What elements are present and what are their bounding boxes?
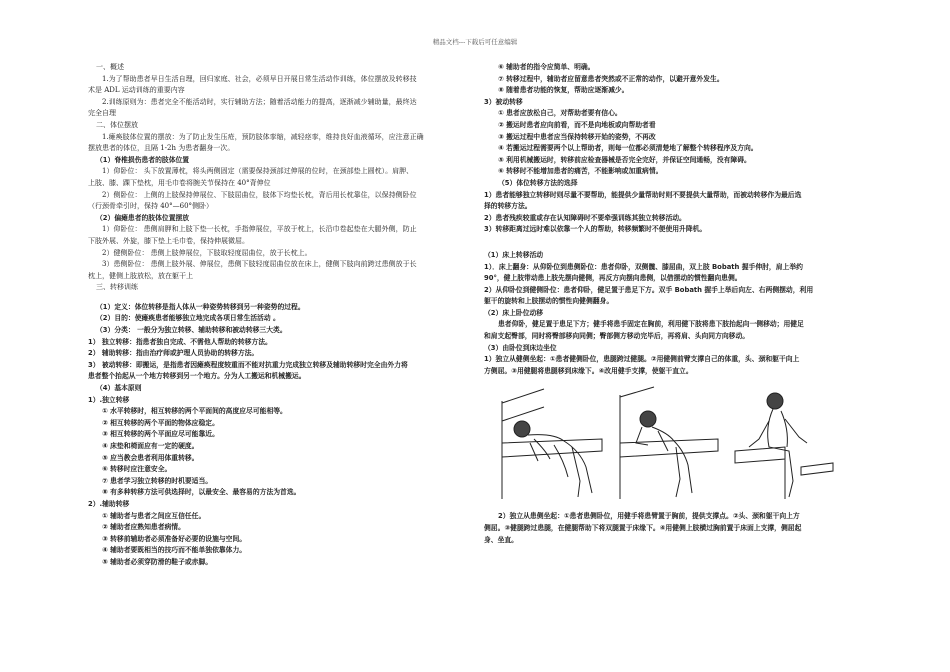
text-line: 2）健侧卧位： 患侧上肢伸展位，下肢取轻度屈曲位，放于长枕上。 <box>102 248 312 257</box>
text-line: 摆放患者的体位，且隔 1-2h 为患者翻身一次。 <box>88 144 235 153</box>
text-line <box>484 236 862 250</box>
text-line: （1）定义：体位转移是指人体从一种姿势转移到另一种姿势的过程。 <box>96 302 305 311</box>
text-line: 1）.独立转移 <box>88 395 130 404</box>
text-line: 1） 独立转移：指患者独自完成、不需他人帮助的转移方法。 <box>88 337 272 346</box>
text-line: ① 辅助者与患者之间应互信任任。 <box>102 511 206 520</box>
text-line: ④ 辅助者要既相当的技巧而不能单独依靠体力。 <box>102 546 247 555</box>
text-line: （行颈骨牵引时，保持 40°—60°侧卧） <box>88 202 214 211</box>
illustration-side-lying <box>494 381 609 505</box>
text-line: 和肩支起臀部，同时将臀部移向同侧；臀部侧方移动完毕后，再将肩、头向同方向移动。 <box>484 332 750 341</box>
illustrations <box>484 381 862 505</box>
text-line: 方侧屈。③用健腿将患腿移到床缘下。④改用健手支撑，使躯干直立。 <box>484 366 693 375</box>
text-line: 完全自理 <box>88 109 116 118</box>
text-line: 1.为了帮助患者早日生活自理，回归家庭、社会，必须早日开展日常生活动作训练，体位摆放及转移技 <box>102 74 417 83</box>
text-line: ④ 床垫和椅面应有一定的硬度。 <box>102 442 199 450</box>
text-line: 侧屈。③健腿跨过患腿，在健腿帮助下将双腿置于床缘下。④用健侧上肢横过胸前置于床面上支撑，侧屈起 <box>484 524 802 533</box>
right-column-top <box>484 62 862 377</box>
text-line: 2）从仰卧位到健侧卧位：患者仰卧，健足置于患足下方。双手 Bobath 握手上举后向左、右两侧摆动，利用 <box>484 285 814 294</box>
text-line: 躯干的旋转和上肢摆动的惯性向健侧翻身。 <box>484 297 614 306</box>
text-line: ⑥ 转移时不能增加患者的痛苦，不能影响或加重病情。 <box>498 167 663 176</box>
text-line: ⑧ 有多种转移方法可供选择时，以最安全、最容易的方法为首选。 <box>102 488 301 497</box>
text-line: （4）基本原则 <box>96 384 142 393</box>
text-line: ② 相互转移的两个平面的物体应稳定。 <box>102 418 219 427</box>
text-line: ③ 相互转移的两个平面应尽可能靠近。 <box>102 430 219 439</box>
text-line: 3）被动转移 <box>484 97 523 106</box>
text-line: ④ 若搬运过程需要两个以上帮助者，则每一位都必须清楚地了解整个转移程序及方向。 <box>498 144 758 153</box>
text-line: 患者整个抬起从一个地方转移到另一个地方。分为人工搬运和机械搬运。 <box>88 372 306 381</box>
left-column <box>88 62 458 569</box>
right-column <box>484 62 862 546</box>
text-line: ③ 转移前辅助者必须准备好必要的设施与空间。 <box>102 534 247 543</box>
text-line: 2）独立从患侧坐起：①患者患侧卧位，用健手将患臂置于胸前，提供支撑点。②头、颈和躯干向上方 <box>498 512 800 521</box>
text-line: 2.训练原则为：患者完全不能活动时，实行辅助方法；随着活动能力的提高，逐渐减少辅助量，最终达 <box>102 97 417 106</box>
text-line: ⑥ 转移时应注意安全。 <box>102 465 172 474</box>
text-line: 择的转移方法。 <box>484 202 532 211</box>
text-line: 3）患侧卧位： 患侧上肢外展、伸展位，患侧下肢轻度屈曲位放在床上，健侧下肢向前跨过患侧放于长 <box>102 260 417 269</box>
text-line: 患者仰卧，健足置于患足下方；健手将患手固定在胸前，利用健下肢将患下肢抬起向一侧移动；用健足 <box>498 320 804 329</box>
text-line <box>88 294 458 302</box>
text-line: 身、坐直。 <box>484 535 518 544</box>
text-line: 2）.辅助转移 <box>88 499 130 508</box>
text-line: 1）仰卧位： 头下放置薄枕，将头两侧固定（需要保持颈部过伸展的位时，在颈部垫上圆枕）。肩胛、 <box>102 167 414 176</box>
text-line: ⑧ 随着患者功能的恢复，帮助应逐渐减少。 <box>498 86 629 95</box>
text-line: ① 水平转移时，相互转移的两个平面间的高度应尽可能相等。 <box>102 407 287 416</box>
text-line: 2） 辅助转移：指由治疗师或护理人员协助的转移方法。 <box>88 349 259 358</box>
text-line: 2）患者残疾较重或存在认知障碍时不要牵强训练其独立转移活动。 <box>484 213 686 222</box>
text-line: 术是 ADL 运动训练的重要内容 <box>88 86 185 95</box>
page-header: 精品文档---下载后可任意编辑 <box>432 38 518 46</box>
text-line: 3） 被动转移：即搬运，是指患者因瘫痪程度较重而不能对抗重力完成独立转移及辅助转移时完全由外力将 <box>88 360 408 369</box>
text-line: 1）独立从健侧坐起：①患者健侧卧位，患腿跨过健腿。②用健侧前臂支撑自己的体重，头、颈和躯干向上 <box>484 355 800 364</box>
text-line: 1.瘫痪肢体位置的摆放：为了防止发生压疮，预防肢体挛缩，减轻痉挛，维持良好血液循环，应注意正确 <box>102 132 424 141</box>
text-line: 二、体位摆放 <box>96 120 138 129</box>
text-line: ③ 搬运过程中患者应当保持转移开始的姿势，不再改 <box>498 132 656 141</box>
text-line: 1）仰卧位： 患侧肩胛和上肢下垫一长枕，手指伸展位，平放于枕上，长沿巾卷起垫在大腿外侧，防止 <box>102 225 417 234</box>
illustration-raising-trunk <box>614 381 724 505</box>
text-line: （1）脊椎损伤患者的肢体位置 <box>96 155 190 164</box>
text-line: （2）目的：使瘫痪患者能够独立地完成各项日常生活活动 。 <box>96 314 280 323</box>
text-line: 三、转移训练 <box>96 283 138 292</box>
text-line: ⑤ 应当教会患者利用体重转移。 <box>102 453 199 462</box>
right-column-bottom <box>484 511 862 546</box>
text-line: 90°，健上肢带动患上肢先摆向健侧，再反方向摆向患侧，以借摆动的惯性翻向患侧。 <box>484 274 742 283</box>
text-line: （2）偏瘫患者的肢体位置摆放 <box>96 213 190 222</box>
text-line: 3）转移距离过远时难以依靠一个人的帮助，转移频繁时不便使用升降机。 <box>484 225 707 234</box>
text-line: ① 患者应放松自己，对帮助者要有信心。 <box>498 109 622 118</box>
text-line: （3）由卧位到床边坐位 <box>484 343 557 352</box>
text-line: ⑤ 辅助者必须穿防滑的鞋子或赤脚。 <box>102 557 213 566</box>
text-line: 下肢外展、外旋，膝下垫上毛巾卷，保持伸展微屈。 <box>88 236 249 245</box>
illustration-sitting-upright <box>729 381 839 505</box>
text-line: ② 搬运时患者应向前看，而不是向地板或向帮助者看 <box>498 120 656 129</box>
text-line: 上肢、膝、踝下垫枕，用毛巾卷将腕关节保持在 40°背伸位 <box>88 178 271 187</box>
text-line: （3）分类： 一般分为独立转移、辅助转移和被动转移三大类。 <box>96 326 287 335</box>
text-line: 1）．床上翻身：从仰卧位到患侧卧位：患者仰卧，双侧髋、膝屈曲，双上肢 Bobath 握手伸肘，肩上举约 <box>484 262 803 271</box>
text-line: （5）体位转移方法的选择 <box>498 178 578 187</box>
text-line: 枕上，健侧上肢放松，放在躯干上 <box>88 271 193 280</box>
text-line: ⑥ 辅助者的指令应简单、明确。 <box>498 63 595 71</box>
text-line: ② 辅助者应熟知患者病情。 <box>102 523 185 532</box>
text-line: （2）床上卧位动移 <box>484 308 544 317</box>
text-line: 一、概述 <box>96 63 124 71</box>
text-line: 2）侧卧位： 上侧的上肢保持伸展位、下肢屈曲位，肢体下均垫长枕，背后用长枕靠住，以保持侧卧位 <box>102 190 417 199</box>
text-line: ⑤ 利用机械搬运时，转移前应检查器械是否完全完好，并保证空间通畅，没有障碍。 <box>498 155 751 164</box>
text-line: （1）床上转移活动 <box>484 250 544 259</box>
text-line: 1）患者能够独立转移时则尽量不要帮助，能提供少量帮助时则不要提供大量帮助，而被动转移作为最后选 <box>484 190 802 199</box>
text-line: ⑦ 转移过程中，辅助者应留意患者突然或不正常的动作，以避开意外发生。 <box>498 74 724 83</box>
text-line: ⑦ 患者学习独立转移的时机要适当。 <box>102 476 213 485</box>
